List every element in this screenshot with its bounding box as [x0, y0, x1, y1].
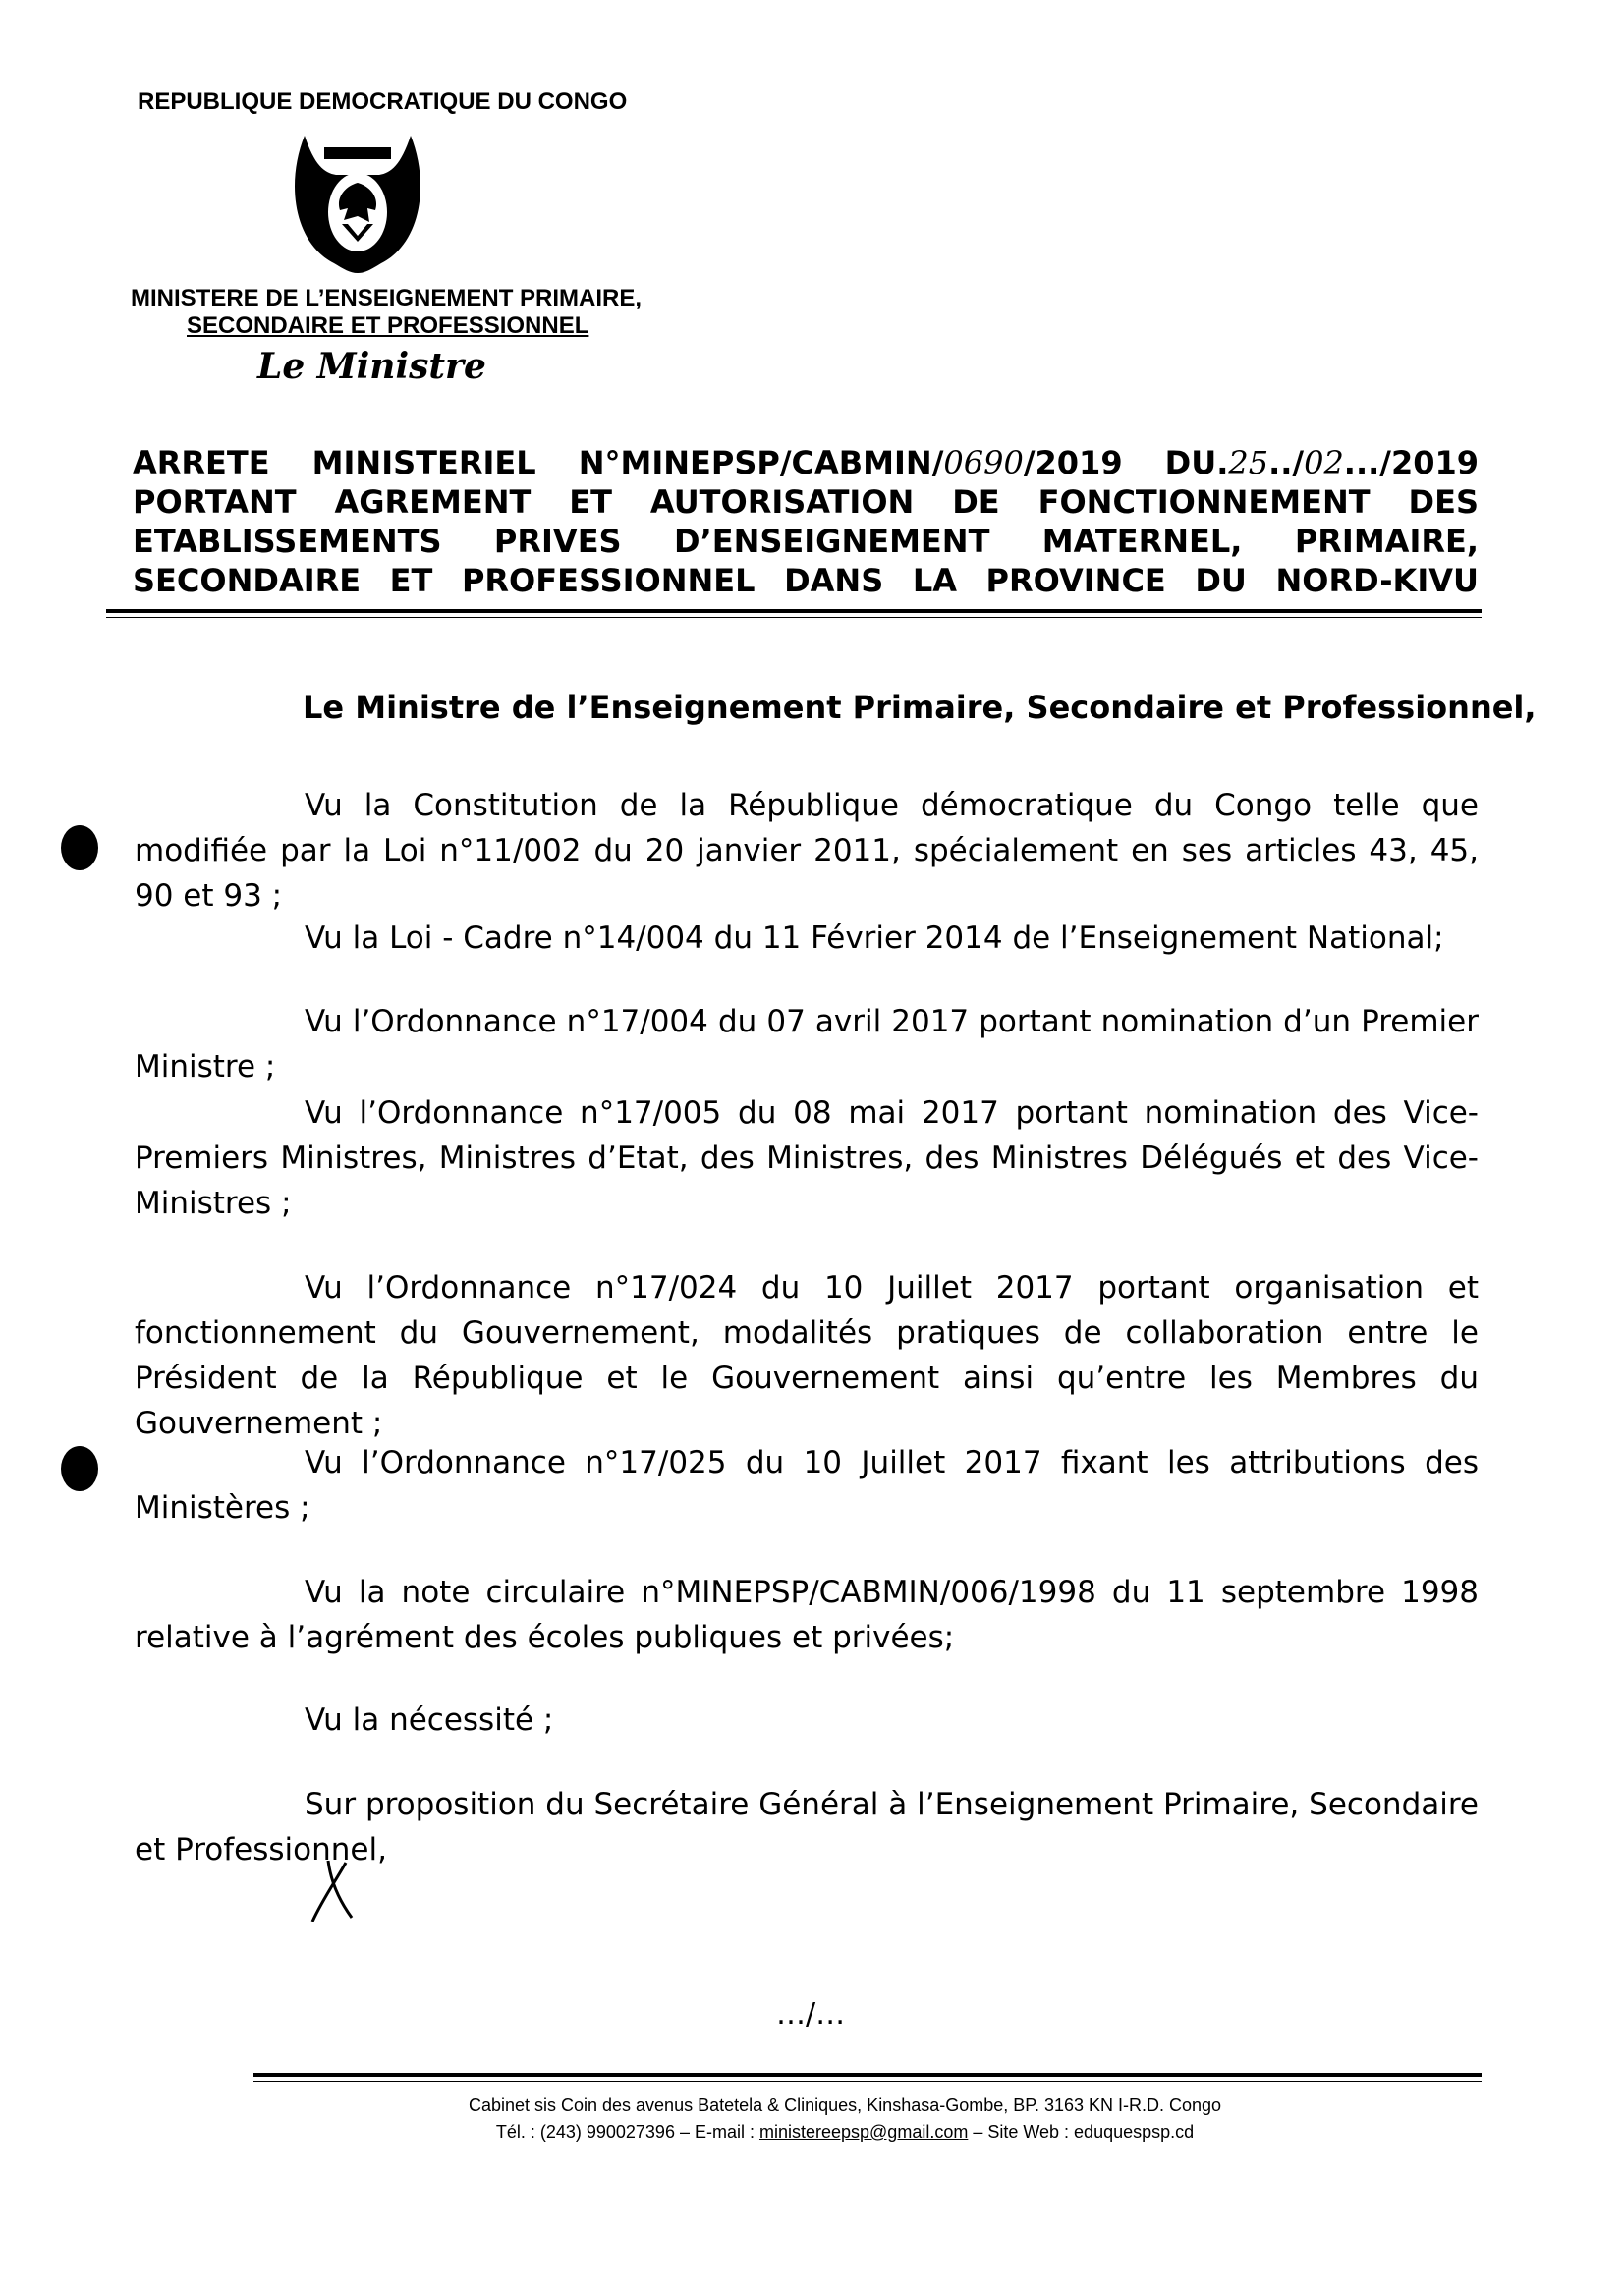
footer-contact: [324, 2122, 1366, 2143]
recital-paragraph: Vu la Constitution de la République démocratique du Congo telle que modifiée par la Loi n°11/002 du 20 janvier 2011, spécialement en ses articles 43, 45, 90 et 93 ;: [135, 788, 1479, 914]
recital-paragraph: Sur proposition du Secrétaire Général à l’Enseignement Primaire, Secondaire et Professionnel,: [135, 1787, 1479, 1867]
decree-month-handwritten: 02: [1304, 444, 1344, 481]
recital-paragraph: Vu l’Ordonnance n°17/024 du 10 Juillet 2017 portant organisation et fonctionnement du Gouvernement, modalités pratiques de collaboration entre le Président de la République et le Gouvernement ainsi qu’entre les Membres du Gouvernement ;: [135, 1270, 1479, 1441]
decree-number-handwritten: 0690: [943, 444, 1024, 481]
recital-paragraph: Vu la Loi - Cadre n°14/004 du 11 Février 2014 de l’Enseignement National;: [305, 920, 1444, 956]
footer-email-link[interactable]: ministereepsp@gmail.com: [758, 2122, 969, 2142]
footer-divider-thin: [253, 2081, 1482, 2082]
recital-paragraph: Vu l’Ordonnance n°17/004 du 07 avril 2017 portant nomination d’un Premier Ministre ;: [135, 1004, 1479, 1085]
ministry-line-1: MINISTERE DE L’ENSEIGNEMENT PRIMAIRE,: [131, 285, 643, 311]
country-name: REPUBLIQUE DEMOCRATIQUE DU CONGO: [138, 88, 628, 115]
decree-date-prefix: /2019 DU.: [1023, 444, 1229, 481]
recital-paragraph: Vu la nécessité ;: [305, 1702, 554, 1738]
coat-of-arms-emblem: [285, 126, 430, 275]
punch-hole-dot: [61, 1446, 98, 1491]
handwritten-initial-mark: [307, 1857, 358, 1925]
footer-phone: Tél. : (243) 990027396 – E-mail :: [495, 2122, 759, 2142]
punch-hole-dot: [61, 825, 98, 870]
footer-website: – Site Web : eduquespsp.cd: [968, 2122, 1195, 2142]
decree-title-line-1: ARRETE MINISTERIEL N°MINEPSP/CABMIN/0690/2019 DU.25../02.../2019: [133, 444, 1480, 481]
signature-title: Le Ministre: [257, 346, 486, 387]
recital-paragraph: Vu l’Ordonnance n°17/005 du 08 mai 2017 portant nomination des Vice-Premiers Ministres, Ministres d’Etat, des Ministres, des Ministres Délégués et des Vice-Ministres ;: [135, 1095, 1479, 1221]
decree-title-line-2: PORTANT AGREMENT ET AUTORISATION DE FONCTIONNEMENT DES: [133, 483, 1479, 521]
title-divider-thin: [106, 617, 1482, 618]
ministry-line-2: SECONDAIRE ET PROFESSIONNEL: [187, 312, 589, 339]
decree-year: /2019: [1379, 444, 1480, 481]
footer-divider-thick: [253, 2073, 1482, 2077]
continuation-marker: …/…: [776, 1997, 846, 2032]
footer-address: Cabinet sis Coin des avenus Batetela & Cliniques, Kinshasa-Gombe, BP. 3163 KN I-R.D. Congo: [468, 2095, 1222, 2115]
recital-paragraph: Vu l’Ordonnance n°17/025 du 10 Juillet 2017 fixant les attributions des Ministères ;: [135, 1445, 1479, 1526]
decree-number-prefix: ARRETE MINISTERIEL N°MINEPSP/CABMIN/: [133, 444, 944, 481]
decree-title-line-3: ETABLISSEMENTS PRIVES D’ENSEIGNEMENT MATERNEL, PRIMAIRE,: [133, 523, 1479, 560]
decree-title-line-4: SECONDAIRE ET PROFESSIONNEL DANS LA PROVINCE DU NORD-KIVU: [133, 562, 1479, 599]
title-divider-thick: [106, 609, 1482, 613]
recital-paragraph: Vu la note circulaire n°MINEPSP/CABMIN/006/1998 du 11 septembre 1998 relative à l’agrément des écoles publiques et privées;: [135, 1575, 1479, 1655]
decree-day-handwritten: 25: [1228, 444, 1269, 481]
minister-heading: Le Ministre de l’Enseignement Primaire, Secondaire et Professionnel,: [303, 689, 1537, 726]
